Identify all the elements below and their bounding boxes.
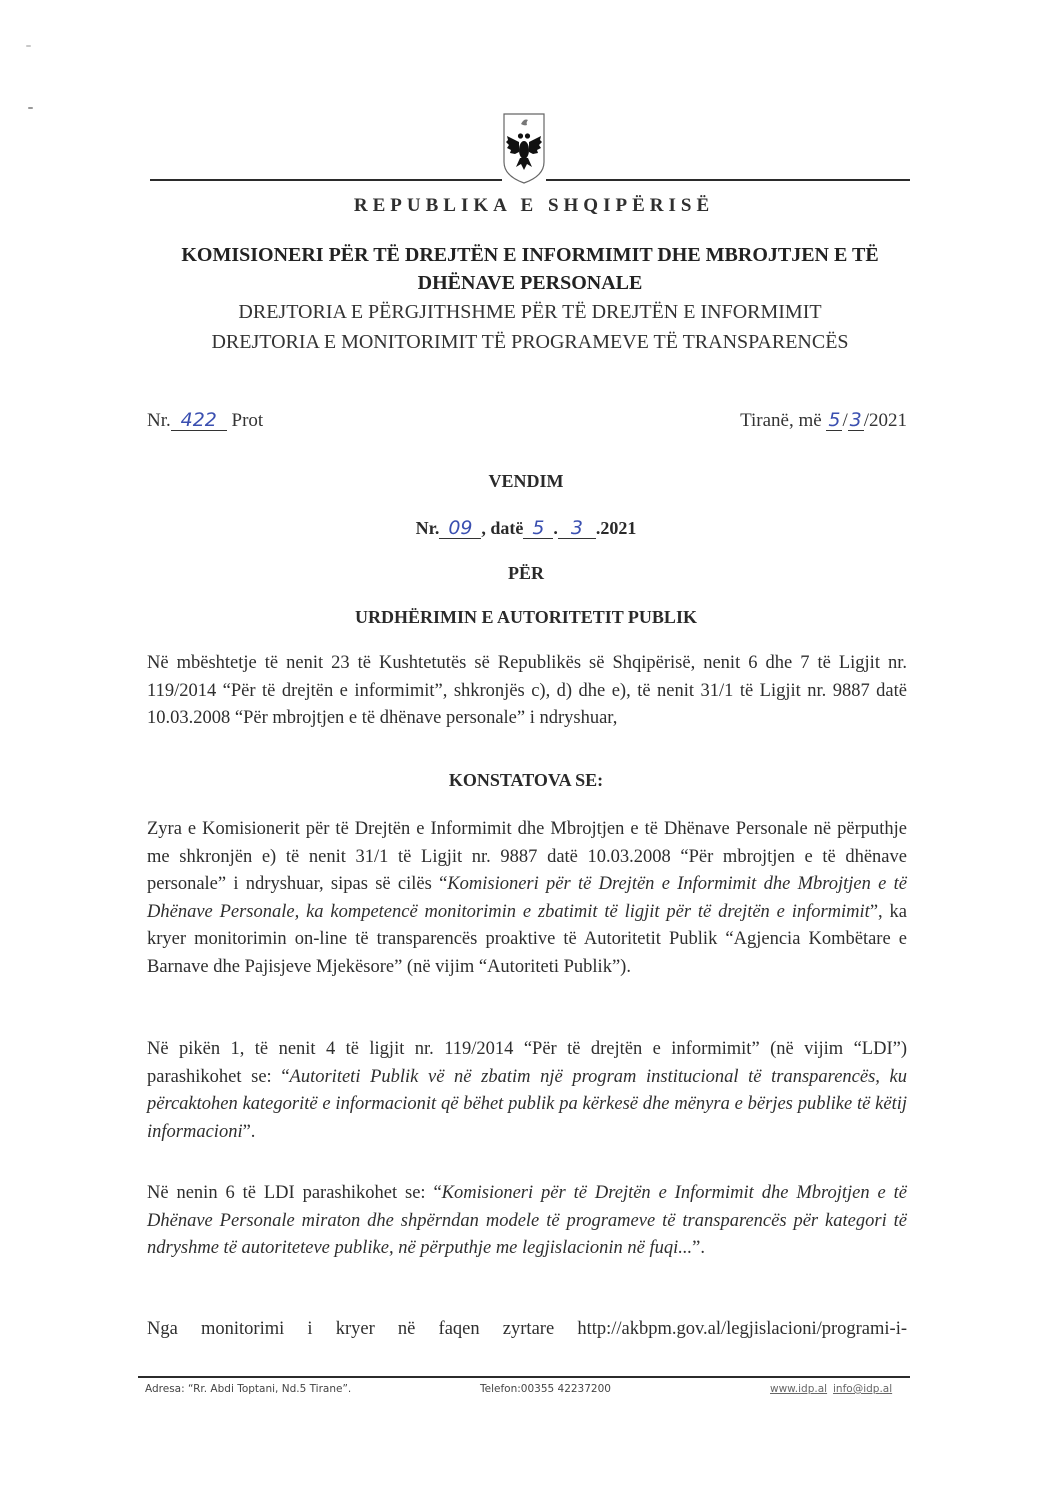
decision-per: PËR [508, 563, 544, 583]
findings-paragraph-3 [147, 1180, 907, 1263]
footer-rule [138, 1376, 910, 1378]
scan-artifact [26, 45, 31, 47]
decision-number-line [0, 518, 1052, 539]
scan-artifact [28, 107, 33, 109]
place-label: Tiranë, më [740, 410, 822, 431]
findings-heading: KONSTATOVA SE: [448, 770, 604, 790]
header-rule-right [546, 179, 910, 181]
paragraph-text: Në nenin 6 të LDI parashikohet se: “ [147, 1183, 442, 1203]
directorate-general: DREJTORIA E PËRGJITHSHME PËR TË DREJTËN E INFORMIMIT [238, 301, 822, 323]
protocol-nr-handwritten: 422 [171, 410, 227, 431]
albanian-coat-of-arms-icon [502, 112, 546, 184]
footer-website-link[interactable]: www.idp.al [770, 1383, 828, 1395]
findings-paragraph-1 [147, 816, 907, 981]
paragraph-text: Zyra e Komisionerit për të Drejtën e Informimit dhe Mbrojtjen e të Dhënave Personale në përputhje me shkronjën e) të nenit 31/1 të Ligjit nr. 9887 datë 10.03.2008 “Për mbrojtjen e të dhënave personale” i ndryshuar, sipas së cilës “ [147, 819, 907, 894]
quoted-text: Komisioneri për të Drejtën e Informimit dhe Mbrojtjen e të Dhënave Personale, ka kompetencë monitorimin e zbatimit të ligjit për të drejtën e informimit [147, 874, 908, 922]
decision-day-handwritten: 5 [523, 518, 553, 539]
paragraph-text: Në pikën 1, të nenit 4 të ligjit nr. 119/2014 “Për të drejtën e informimit” (në vijim “LDI”) parashikohet se: “ [147, 1039, 907, 1087]
protocol-prot-label: Prot [231, 410, 264, 431]
quoted-text: Komisioneri për të Drejtën e Informimit dhe Mbrojtjen e të Dhënave Personale miraton dhe shpërndan modele të programeve të transparencës për kategori të ndryshme të autoriteteve publike, në përputhje me legjislacionin në fuqi... [147, 1183, 907, 1258]
paragraph-text: ”. [692, 1238, 705, 1258]
decision-nr-label: Nr. [415, 518, 440, 538]
paragraph-text: ”, ka kryer monitorimin on-line të transparencës proaktive të Autoritetit Publik “Agjencia Kombëtare e Barnave dhe Pajisjeve Mjekësore” (në vijim “Autoriteti Publik”). [147, 901, 907, 977]
quoted-text: Autoriteti Publik vë në zbatim një program institucional të transparencës, ku përcaktohen kategoritë e informacionit që bëhet publik pa kërkesë dhe mënyra e bërjes publike të këtij informacioni [147, 1066, 907, 1142]
date-dot: . [553, 518, 558, 538]
protocol-nr-label: Nr. [147, 410, 171, 431]
decision-month-handwritten: 3 [558, 518, 596, 539]
date-separator: / [842, 410, 848, 431]
decision-title: VENDIM [488, 471, 564, 491]
institution-name-line1: KOMISIONERI PËR TË DREJTËN E INFORMIMIT DHE MBROJTJEN E TË [181, 244, 879, 266]
protocol-date [740, 410, 907, 432]
decision-nr-handwritten: 09 [439, 518, 481, 539]
country-title: REPUBLIKA E SHQIPËRISË [353, 195, 715, 216]
header-rule-left [150, 179, 502, 181]
findings-paragraph-2 [147, 1036, 907, 1146]
protocol-number [147, 410, 263, 432]
protocol-year: /2021 [863, 410, 907, 431]
footer-email-link[interactable]: info@idp.al [833, 1383, 893, 1395]
paragraph-text: ”. [242, 1121, 256, 1142]
footer-address: Adresa: “Rr. Abdi Toptani, Nd.5 Tirane”. [145, 1383, 352, 1395]
institution-header [140, 241, 920, 357]
preamble-paragraph: Në mbështetje të nenit 23 të Kushtetutës së Republikës së Shqipërisë, nenit 6 dhe 7 të Ligjit nr. 119/2014 “Për të drejtën e informimit”, shkronjës c), d) dhe e), të nenit 31/1 të Ligjit nr. 9887 datë 10.03.2008 “Për mbrojtjen e të dhënave personale” i ndryshuar, [147, 653, 907, 728]
protocol-day-handwritten: 5 [828, 409, 841, 431]
institution-name-line2: DHËNAVE PERSONALE [417, 272, 643, 294]
footer-phone: Telefon:00355 42237200 [480, 1383, 611, 1395]
findings-paragraph-4: Nga monitorimi i kryer në faqen zyrtare http://akbpm.gov.al/legjislacioni/programi-i- [147, 1319, 907, 1339]
decision-year: .2021 [595, 518, 637, 538]
directorate-monitoring: DREJTORIA E MONITORIMIT TË PROGRAMEVE TË TRANSPARENCËS [211, 331, 849, 353]
protocol-month-handwritten: 3 [849, 409, 862, 431]
decision-date-label: , datë [481, 518, 524, 538]
decision-subject: URDHËRIMIN E AUTORITETIT PUBLIK [355, 607, 697, 627]
